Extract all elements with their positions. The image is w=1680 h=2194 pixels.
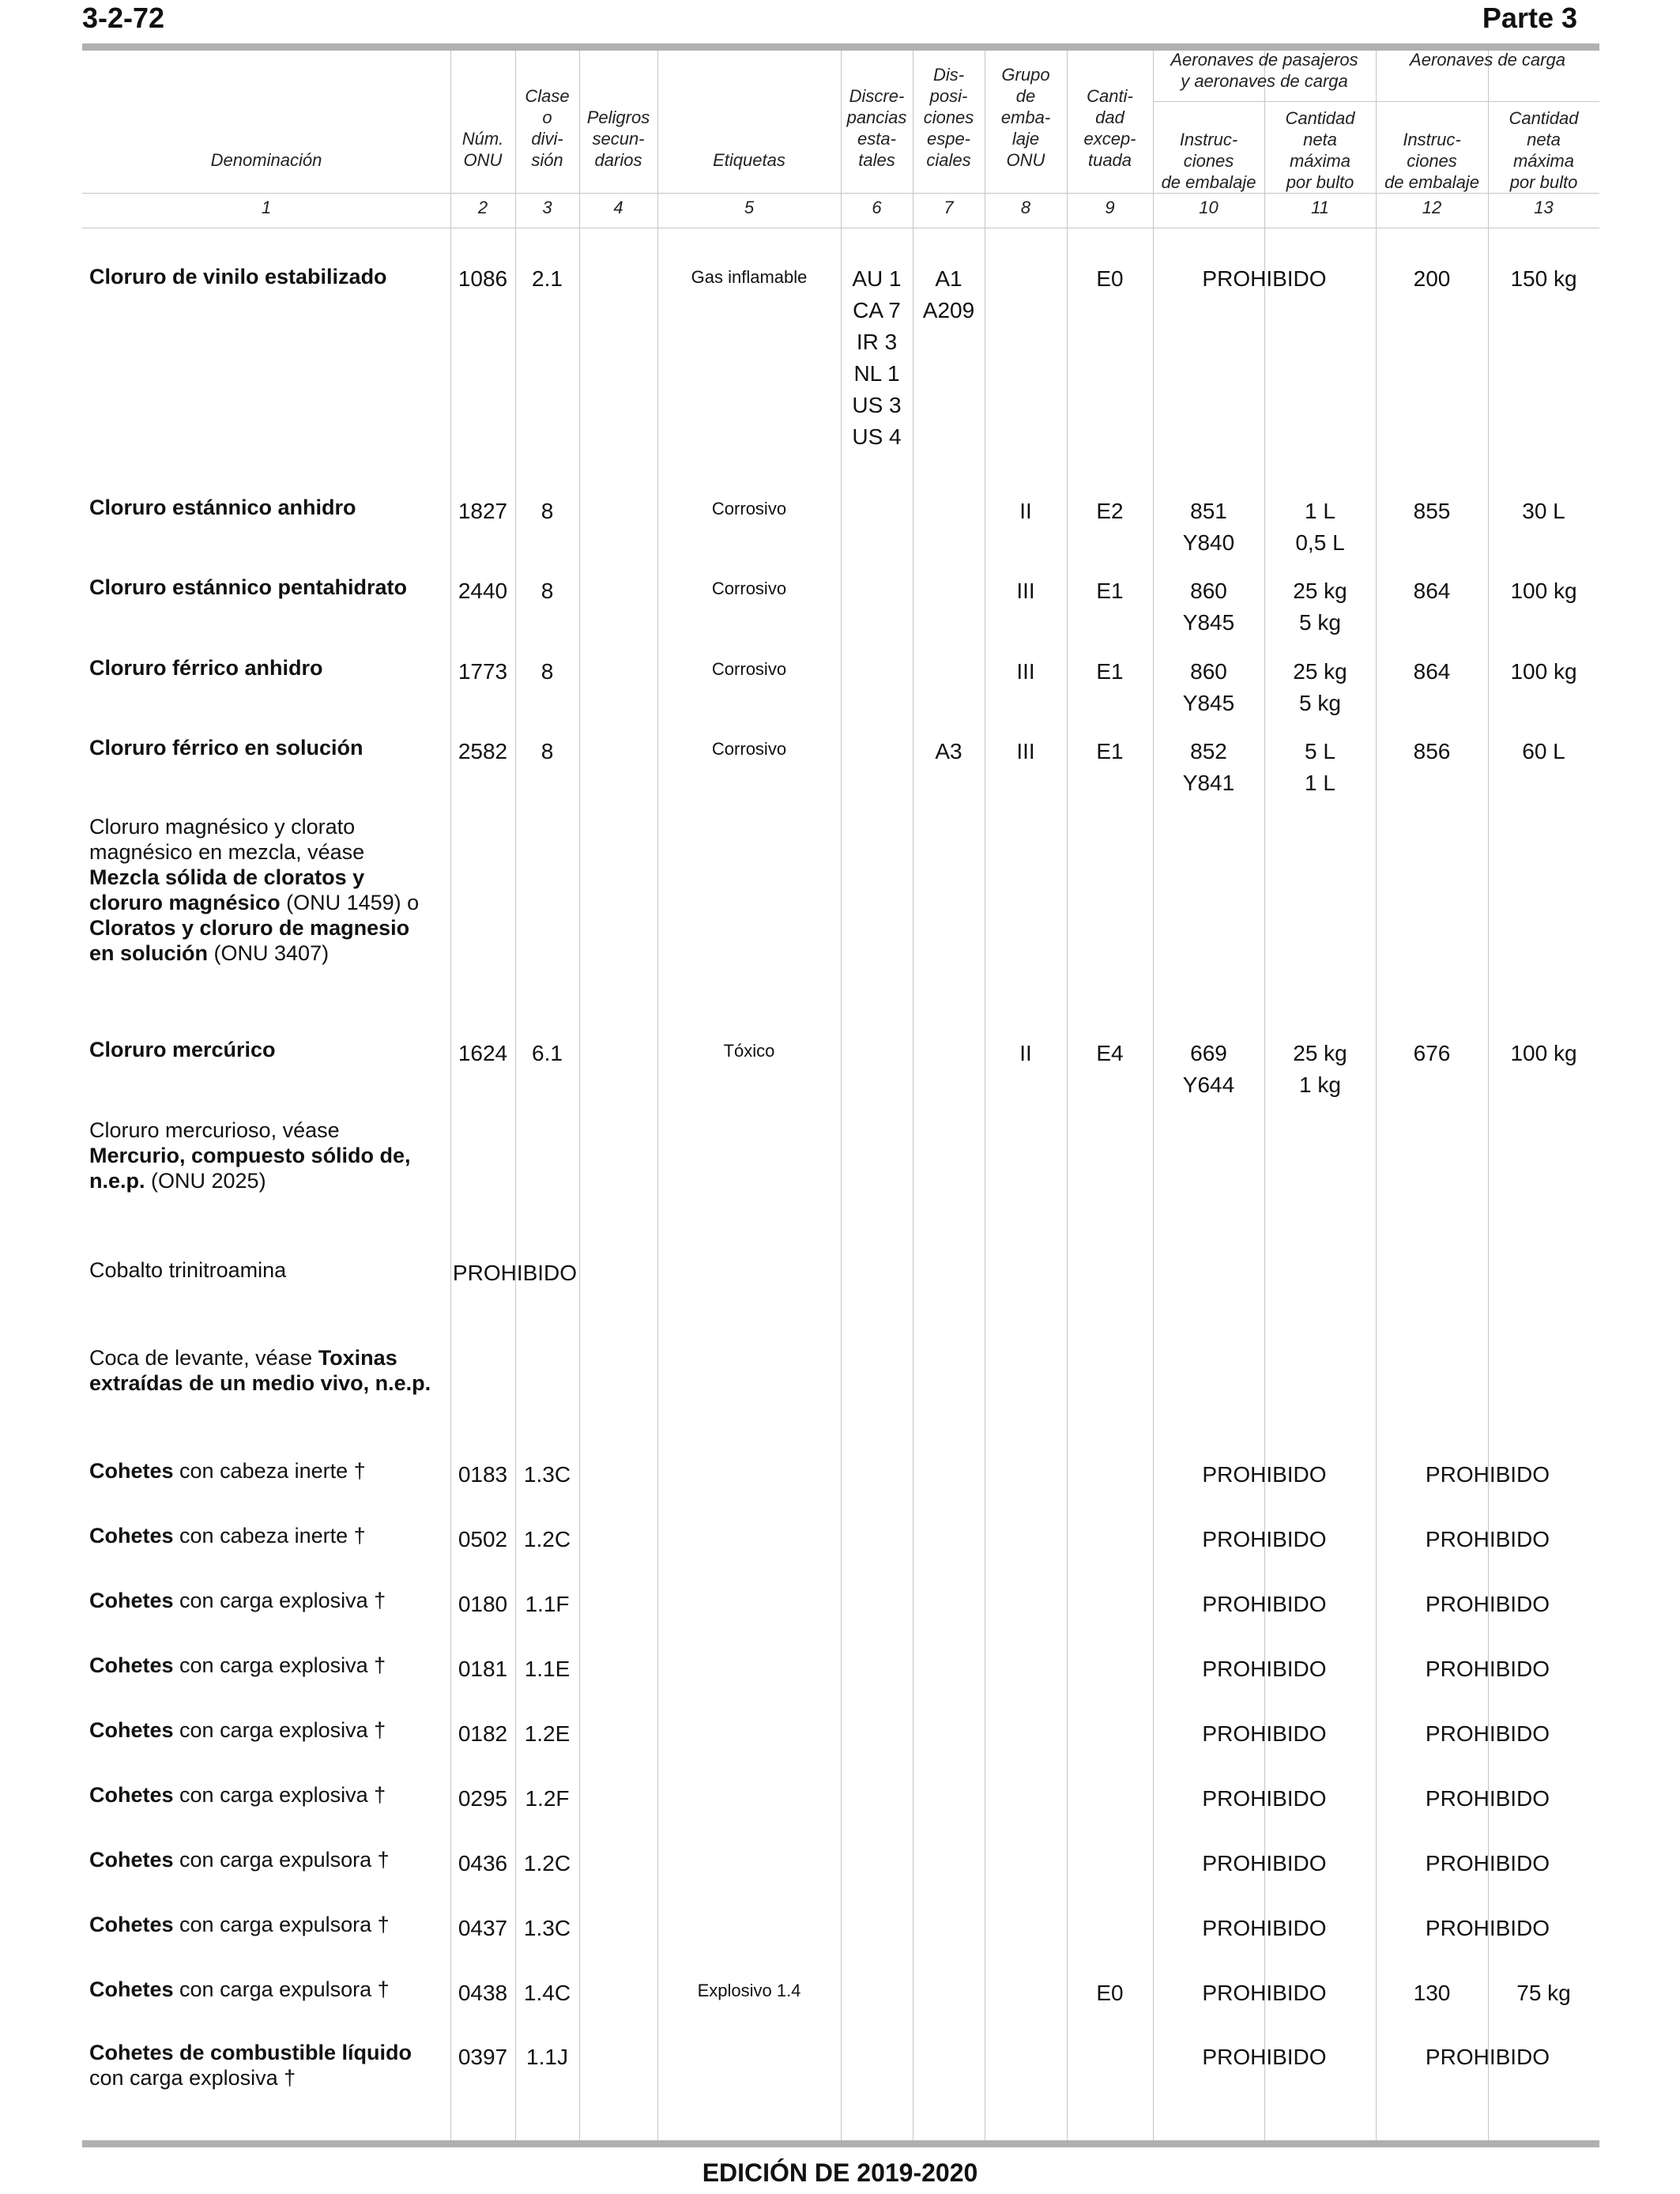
header-pax-instructions: Instruc- ciones de embalaje	[1161, 130, 1256, 192]
entry-name: Cohetes con carga expulsora †	[89, 1913, 390, 1936]
passenger-status: PROHIBIDO	[1202, 2045, 1327, 2069]
passenger-status: PROHIBIDO	[1202, 1657, 1327, 1681]
entry-name: Cloruro de vinilo estabilizado	[89, 265, 387, 288]
column-number: 12	[1422, 198, 1442, 217]
hazard-class: 1.2E	[524, 1721, 571, 1746]
hazard-class: 8	[541, 579, 554, 603]
column-number: 11	[1311, 198, 1329, 217]
hazard-class: 1.2C	[523, 1851, 571, 1875]
passenger-status: PROHIBIDO	[1202, 1462, 1327, 1487]
packing-group: III	[1016, 739, 1035, 763]
cargo-status: PROHIBIDO	[1425, 1786, 1550, 1811]
bottom-rule	[82, 2140, 1599, 2147]
packing-group: II	[1019, 499, 1032, 523]
passenger-status: PROHIBIDO	[1202, 1721, 1327, 1746]
column-number: 2	[477, 198, 488, 217]
un-number: 2582	[458, 739, 508, 763]
cargo-instructions: 200	[1413, 266, 1451, 291]
passenger-instructions: 669 Y644	[1182, 1041, 1235, 1097]
passenger-instructions: 851 Y840	[1182, 499, 1235, 555]
un-number: 0181	[458, 1657, 508, 1681]
passenger-instructions: 860 Y845	[1182, 659, 1235, 715]
column-number: 10	[1199, 198, 1219, 217]
cargo-quantity: 30 L	[1522, 499, 1565, 523]
passenger-status: PROHIBIDO	[1202, 1851, 1327, 1875]
column-divider	[450, 51, 451, 2140]
un-number: 0437	[458, 1916, 508, 1940]
entry-name: Cohetes con carga expulsora †	[89, 1977, 390, 2001]
passenger-status: PROHIBIDO	[1202, 1981, 1327, 2005]
passenger-quantity: 25 kg 5 kg	[1293, 659, 1347, 715]
passenger-instructions: 860 Y845	[1182, 579, 1235, 635]
excepted-quantity: E0	[1096, 1981, 1124, 2005]
cargo-instructions: 855	[1413, 499, 1451, 523]
passenger-quantity: 25 kg 1 kg	[1293, 1041, 1347, 1097]
header-group-cargo: Aeronaves de carga	[1410, 50, 1565, 70]
hazard-class: 1.3C	[523, 1462, 571, 1487]
header-group-passenger: Aeronaves de pasajeros y aeronaves de carga	[1170, 50, 1358, 91]
entry-name: Cohetes con cabeza inerte †	[89, 1459, 366, 1483]
entry-name: Cloruro estánnico anhidro	[89, 496, 356, 519]
header-pax-quantity: Cantidad neta máxima por bulto	[1285, 108, 1355, 192]
cargo-status: PROHIBIDO	[1425, 2045, 1550, 2069]
packing-group: III	[1016, 579, 1035, 603]
cargo-status: PROHIBIDO	[1425, 1721, 1550, 1746]
cargo-instructions: 130	[1413, 1981, 1451, 2005]
cargo-quantity: 100 kg	[1510, 1041, 1577, 1065]
header-class: Clase o divi- sión	[525, 86, 570, 170]
column-number: 1	[261, 198, 272, 217]
entry-name: Cohetes de combustible líquido con carga explosiva †	[89, 2041, 412, 2090]
cargo-instructions: 864	[1413, 659, 1451, 684]
entry-name: Cloruro férrico anhidro	[89, 656, 323, 680]
see-reference-coca: Coca de levante, véase Toxinas extraídas de un medio vivo, n.e.p.	[89, 1346, 431, 1395]
see-reference-magnesium: Cloruro magnésico y clorato magnésico en mezcla, véase Mezcla sólida de cloratos y cloruro magnésico (ONU 1459) o Cloratos y cloruro de magnesio en solución (ONU 3407)	[89, 815, 420, 965]
hazard-class: 8	[541, 739, 554, 763]
special-provisions: A3	[935, 739, 962, 763]
hazard-label: Corrosivo	[711, 579, 787, 598]
header-packing-group: Grupo de emba- laje ONU	[1000, 65, 1051, 170]
passenger-status: PROHIBIDO	[1202, 1527, 1327, 1551]
cargo-instructions: 864	[1413, 579, 1451, 603]
passenger-status: PROHIBIDO	[1202, 1786, 1327, 1811]
packing-group: III	[1016, 659, 1035, 684]
cargo-status: PROHIBIDO	[1425, 1851, 1550, 1875]
entry-name: Cohetes con cabeza inerte †	[89, 1524, 366, 1547]
header-special-provisions: Dis- posi- ciones espe- ciales	[923, 65, 974, 170]
see-reference-mercurous: Cloruro mercurioso, véase Mercurio, compuesto sólido de, n.e.p. (ONU 2025)	[89, 1118, 411, 1193]
column-divider	[1067, 51, 1068, 2140]
un-number: 0438	[458, 1981, 508, 2005]
state-variations: AU 1 CA 7 IR 3 NL 1 US 3 US 4	[852, 266, 902, 449]
packing-group: II	[1019, 1041, 1032, 1065]
column-divider	[1488, 51, 1489, 2140]
excepted-quantity: E2	[1096, 499, 1124, 523]
entry-name: Cohetes con carga explosiva †	[89, 1718, 386, 1742]
passenger-status: PROHIBIDO	[1202, 266, 1327, 291]
hazard-class: 1.1F	[525, 1592, 570, 1616]
entry-name: Cohetes con carga explosiva †	[89, 1783, 386, 1807]
column-number: 8	[1020, 198, 1031, 217]
hazard-class: 1.1J	[526, 2045, 568, 2069]
un-number: 0436	[458, 1851, 508, 1875]
column-number: 3	[542, 198, 552, 217]
cargo-quantity: 100 kg	[1510, 579, 1577, 603]
cargo-status: PROHIBIDO	[1425, 1916, 1550, 1940]
excepted-quantity: E1	[1096, 579, 1124, 603]
hazard-class: 2.1	[532, 266, 563, 291]
cargo-instructions: 856	[1413, 739, 1451, 763]
un-number: 2440	[458, 579, 508, 603]
cargo-status: PROHIBIDO	[1425, 1592, 1550, 1616]
un-number: 0183	[458, 1462, 508, 1487]
hazard-class: 1.2F	[525, 1786, 570, 1811]
entry-name: Cloruro mercúrico	[89, 1038, 276, 1061]
un-number: 1086	[458, 266, 508, 291]
column-number: 5	[744, 198, 755, 217]
cargo-quantity: 150 kg	[1510, 266, 1577, 291]
column-number: 7	[944, 198, 954, 217]
hazard-label: Explosivo 1.4	[697, 1981, 801, 2000]
column-number: 9	[1105, 198, 1115, 217]
header-denomination: Denominación	[210, 150, 322, 170]
passenger-quantity: 25 kg 5 kg	[1293, 579, 1347, 635]
hazard-label: Tóxico	[723, 1041, 775, 1061]
part-label: Parte 3	[1482, 2, 1577, 34]
un-number: 0397	[458, 2045, 508, 2069]
special-provisions: A1 A209	[922, 266, 975, 322]
un-number: 0295	[458, 1786, 508, 1811]
passenger-status: PROHIBIDO	[1202, 1916, 1327, 1940]
cargo-quantity: 75 kg	[1516, 1981, 1571, 2005]
hazard-label: Corrosivo	[711, 659, 787, 679]
passenger-status: PROHIBIDO	[1202, 1592, 1327, 1616]
edition-footer: EDICIÓN DE 2019-2020	[702, 2158, 978, 2187]
cargo-quantity: 60 L	[1522, 739, 1565, 763]
cargo-status: PROHIBIDO	[1425, 1462, 1550, 1487]
un-number: 0182	[458, 1721, 508, 1746]
cargo-quantity: 100 kg	[1510, 659, 1577, 684]
hazard-label: Corrosivo	[711, 739, 787, 759]
column-divider	[515, 51, 516, 2140]
hazard-class: 8	[541, 659, 554, 684]
cargo-status: PROHIBIDO	[1425, 1657, 1550, 1681]
hazard-class: 1.2C	[523, 1527, 571, 1551]
column-divider	[657, 51, 658, 2140]
entry-name: Cohetes con carga explosiva †	[89, 1653, 386, 1677]
passenger-instructions: 852 Y841	[1182, 739, 1235, 795]
page-number: 3-2-72	[82, 2, 165, 34]
header-labels: Etiquetas	[713, 150, 785, 170]
column-number: 4	[613, 198, 623, 217]
entry-name: Cloruro estánnico pentahidrato	[89, 575, 408, 599]
entry-name: Cohetes con carga expulsora †	[89, 1848, 390, 1872]
column-divider	[579, 51, 580, 2140]
column-divider	[1376, 51, 1377, 2140]
hazard-class: 8	[541, 499, 554, 523]
hazard-class: 1.4C	[523, 1981, 571, 2005]
forbidden-status: PROHIBIDO	[452, 1261, 578, 1285]
header-cargo-instructions: Instruc- ciones de embalaje	[1384, 130, 1479, 192]
header-excepted-quantity: Canti- dad excep- tuada	[1083, 86, 1136, 170]
header-subsidiary-hazard: Peligros secun- darios	[586, 107, 650, 170]
cargo-instructions: 676	[1413, 1041, 1451, 1065]
hazard-class: 1.1E	[524, 1657, 571, 1681]
cargo-status: PROHIBIDO	[1425, 1527, 1550, 1551]
un-number: 0180	[458, 1592, 508, 1616]
header-un-number: Núm. ONU	[461, 129, 504, 170]
column-number: 13	[1534, 198, 1554, 217]
header-state-variations: Discre- pancias esta- tales	[846, 86, 907, 170]
un-number: 0502	[458, 1527, 508, 1551]
hazard-label: Corrosivo	[711, 499, 787, 518]
column-number: 6	[872, 198, 882, 217]
entry-name: Cobalto trinitroamina	[89, 1258, 287, 1282]
entry-name: Cloruro férrico en solución	[89, 736, 363, 760]
excepted-quantity: E4	[1096, 1041, 1124, 1065]
excepted-quantity: E1	[1096, 659, 1124, 684]
excepted-quantity: E0	[1096, 266, 1124, 291]
passenger-quantity: 1 L 0,5 L	[1295, 499, 1345, 555]
hazard-class: 1.3C	[523, 1916, 571, 1940]
header-cargo-quantity: Cantidad neta máxima por bulto	[1509, 108, 1579, 192]
un-number: 1827	[458, 499, 508, 523]
group-divider	[1153, 101, 1599, 102]
excepted-quantity: E1	[1096, 739, 1124, 763]
header-divider	[82, 193, 1599, 194]
hazard-class: 6.1	[532, 1041, 563, 1065]
un-number: 1624	[458, 1041, 508, 1065]
entry-name: Cohetes con carga explosiva †	[89, 1589, 386, 1612]
un-number: 1773	[458, 659, 508, 684]
hazard-label: Gas inflamable	[691, 267, 808, 287]
passenger-quantity: 5 L 1 L	[1305, 739, 1335, 795]
